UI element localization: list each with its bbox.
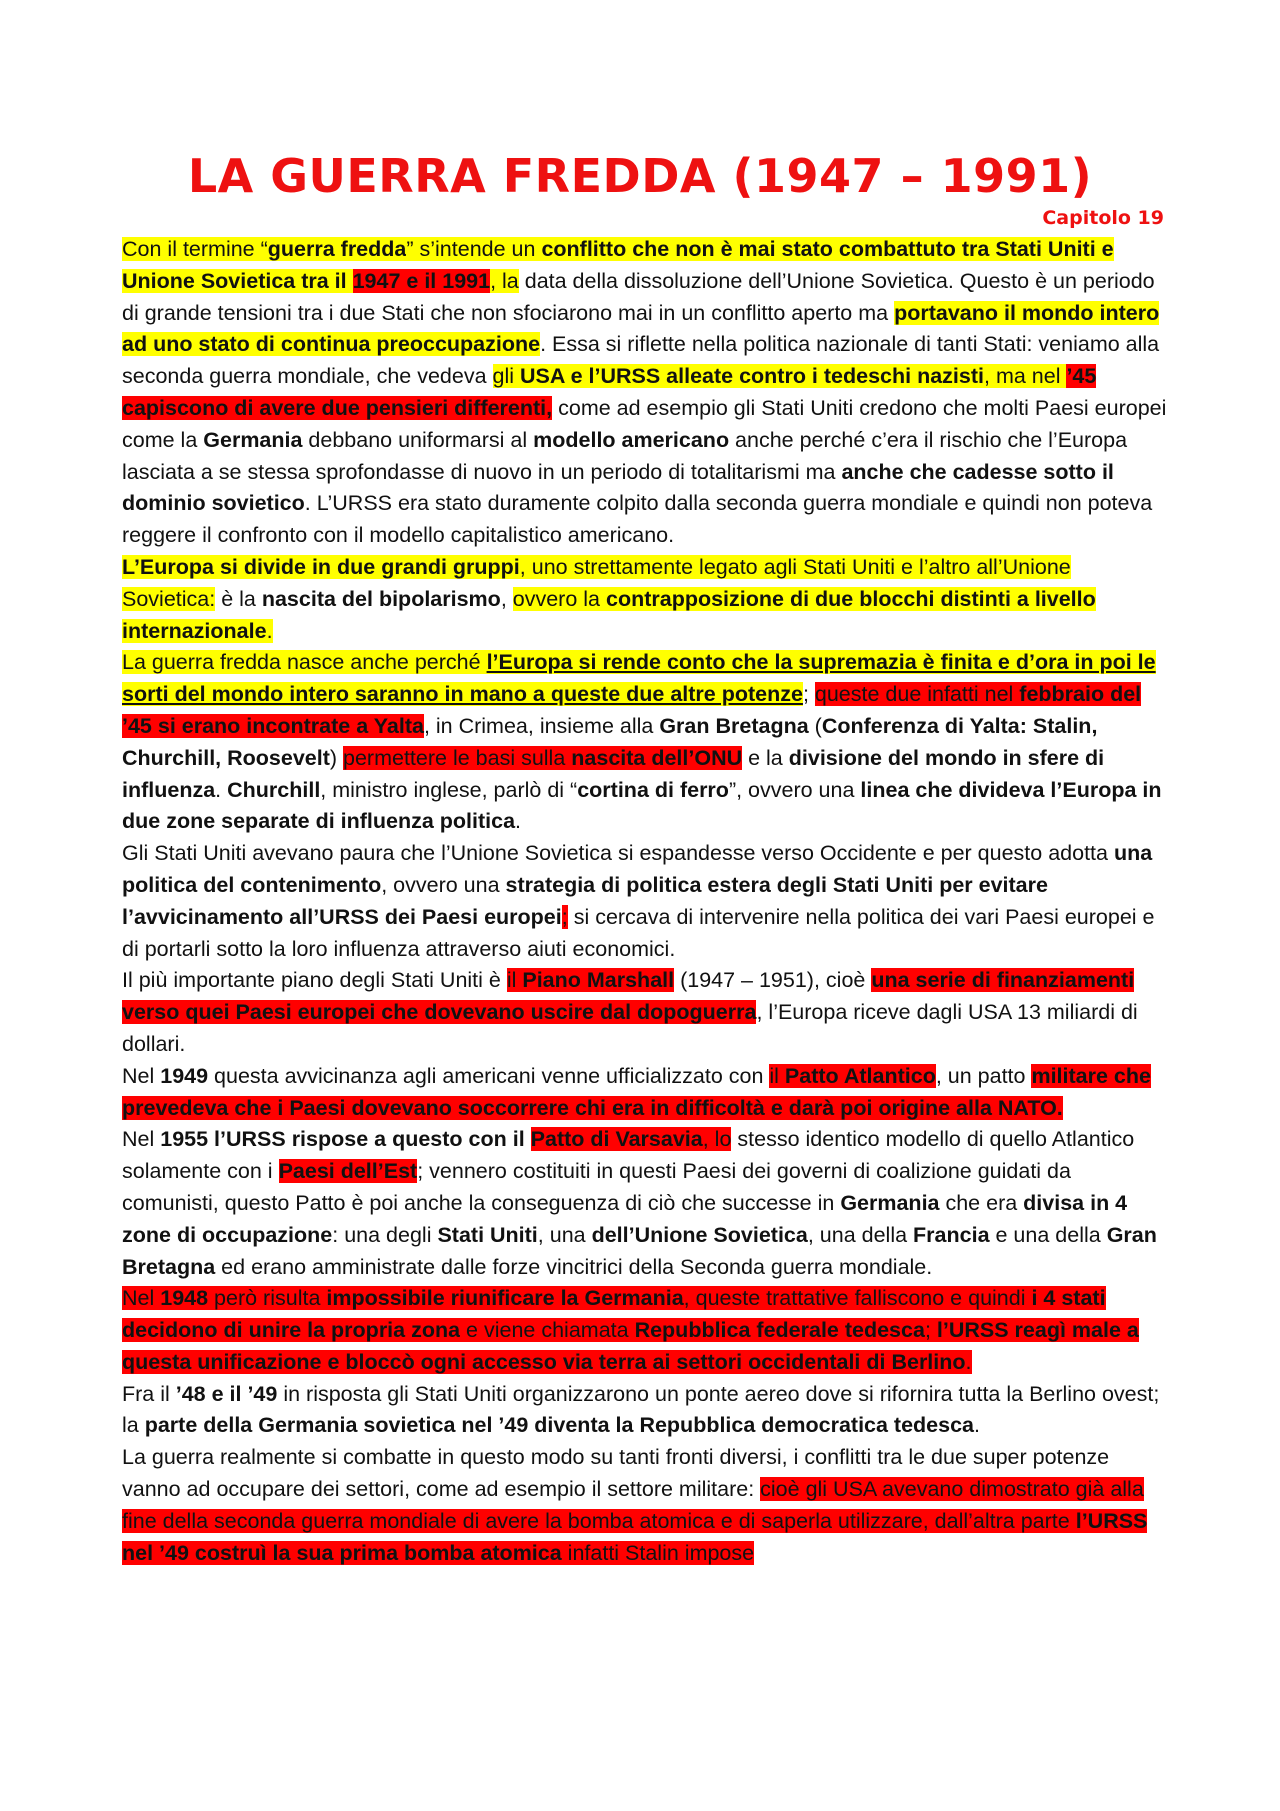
document-body (122, 234, 1167, 1569)
text-run: come ad esempio gli Stati Uniti credono che molti Paesi europei come la (122, 395, 1167, 452)
text-run: una politica del contenimento (122, 841, 1153, 897)
paragraph (122, 1124, 1167, 1283)
text-run: Con il termine “ (122, 237, 268, 261)
text-run: Piano Marshall (522, 968, 675, 993)
text-run: Il più importante piano degli Stati Uniti è (122, 968, 507, 993)
paragraph (122, 1379, 1167, 1443)
text-run: Germania (203, 427, 303, 452)
text-run: modello americano (533, 427, 730, 452)
text-run: però risulta (208, 1286, 327, 1311)
text-run: , un patto (935, 1063, 1032, 1088)
text-run: . Essa si riflette nella politica nazionale di tanti Stati: veniamo alla seconda guerra mondiale, che vedeva (122, 332, 1160, 389)
paragraph (122, 965, 1167, 1060)
text-run: (1947 – 1951), cioè (674, 968, 872, 993)
text-run: portavano il mondo intero ad uno stato di continua preoccupazione (122, 300, 1160, 357)
text-run: 1948 (160, 1286, 209, 1311)
text-run: La guerra fredda nasce anche perché (122, 650, 487, 675)
chapter-label: Capitolo 19 (1042, 207, 1164, 229)
text-run: , ministro inglese, parlò di “ (320, 777, 578, 802)
text-run: La guerra realmente si combatte in questo modo su tanti fronti diversi, i conflitti tra le due super potenze vanno ad occupare dei settori, come ad esempio il settore militare: (122, 1445, 1110, 1502)
text-run: , queste trattative falliscono e quindi (683, 1286, 1032, 1311)
text-run: ; vennero costituiti in questi Paesi dei governi di coalizione guidati da comunisti, questo Patto è poi anche la conseguenza di ciò che successe in (122, 1159, 1071, 1215)
text-run: militare che prevedeva che i Paesi dovevano soccorrere chi era in difficoltà e darà poi origine alla NATO. (122, 1063, 1151, 1120)
text-run: Nel (122, 1127, 161, 1152)
text-run: . (974, 1413, 980, 1438)
text-run: L’Europa si divide in due grandi gruppi (122, 554, 520, 579)
text-run: stesso identico modello di quello Atlantico solamente con i (122, 1127, 1135, 1184)
text-run: ; (561, 904, 568, 929)
text-run: : una degli (332, 1222, 438, 1247)
text-run: ”, ovvero una (728, 777, 861, 802)
text-run: ed erano amministrate dalle forze vincitrici della Seconda guerra mondiale. (215, 1254, 933, 1279)
text-run: nascita dell’ONU (571, 745, 743, 770)
text-run: Stati Uniti (437, 1222, 538, 1247)
text-run: , la (490, 268, 519, 293)
text-run: . (266, 618, 273, 643)
text-run: queste due infatti nel (814, 682, 1020, 707)
document-title: LA GUERRA FREDDA (1947 – 1991) (187, 149, 1093, 203)
text-run: i 4 stati decidono di unire la propria zona (122, 1286, 1106, 1343)
text-run: il (769, 1063, 785, 1088)
text-run: linea che divideva l’Europa in due zone separate di influenza politica (122, 777, 1162, 834)
text-run: , ma nel (984, 364, 1067, 389)
paragraph (122, 838, 1167, 965)
paragraph (122, 647, 1167, 838)
text-run: 1947 e il 1991 (352, 268, 491, 293)
text-run: Germania (840, 1190, 940, 1215)
text-run: Paesi dell’Est (278, 1159, 418, 1184)
text-run: l’URSS nel ’49 costruì la sua prima bomba atomica (122, 1508, 1148, 1565)
text-run: . (215, 777, 228, 802)
text-run: cortina di ferro (577, 777, 729, 802)
text-run: , in Crimea, insieme alla (423, 713, 660, 738)
text-run: ovvero la (512, 586, 606, 611)
text-run: , (500, 586, 513, 611)
text-run: conflitto che non è mai stato combattuto tra Stati Uniti e Unione Sovietica tra il (122, 237, 1114, 293)
text-run: . L’URSS era stato duramente colpito dalla seconda guerra mondiale e quindi non poteva reggere il confronto con il modello capitalistico americano. (122, 491, 1153, 548)
text-run: si cercava di intervenire nella politica dei vari Paesi europei e di portarli sotto la loro influenza attraverso aiuti economici. (122, 904, 1155, 961)
text-run: è la (215, 586, 262, 611)
text-run: ’45 capiscono di avere due pensieri differenti, (122, 364, 1097, 420)
text-run: , una della (807, 1222, 914, 1247)
text-run: ’48 e il ’49 (175, 1381, 278, 1406)
text-run: . (965, 1349, 972, 1374)
text-run: Nel (122, 1063, 161, 1088)
text-run: permettere le basi sulla (343, 745, 572, 770)
text-run: ; (924, 1318, 937, 1343)
text-run: Conferenza di Yalta: Stalin, Churchill, Roosevelt (122, 713, 1098, 770)
text-run: e viene chiamata (460, 1318, 635, 1343)
paragraph (122, 1283, 1167, 1378)
paragraph (122, 1442, 1167, 1569)
text-run: infatti Stalin impose (561, 1540, 755, 1565)
text-run: e la (742, 745, 789, 770)
paragraph (122, 1061, 1167, 1125)
text-run: Repubblica federale tedesca (634, 1318, 925, 1343)
text-run: , lo (702, 1127, 732, 1152)
text-run: Gli Stati Uniti avevano paura che l’Unione Sovietica si espandesse verso Occidente e per questo adotta (122, 841, 1114, 866)
text-run: Francia (913, 1222, 990, 1247)
text-run: e una della (989, 1222, 1107, 1247)
text-run: , l’Europa riceve dagli USA 13 miliardi di dollari. (122, 1000, 1138, 1056)
text-run: febbraio del ’45 si erano incontrate a Yalta (122, 682, 1142, 738)
text-run: dell’Unione Sovietica (591, 1222, 808, 1247)
text-run: strategia di politica estera degli Stati Uniti per evitare l’avvicinamento all’URSS dei Paesi europei (122, 872, 1048, 929)
text-run: l’Europa si rende conto che la supremazia è finita e d’ora in poi le sorti del mondo intero saranno in mano a queste due altre potenze (122, 650, 1156, 707)
text-run: ( (808, 713, 822, 738)
text-run: gli (492, 364, 521, 389)
text-run: contrapposizione di due blocchi distinti a livello internazionale (122, 586, 1096, 643)
text-run: il (506, 968, 523, 993)
text-run: data della dissoluzione dell’Unione Sovietica. Questo è un periodo di grande tensioni tra i due Stati che non sfociarono mai in un conflitto aperto ma (122, 268, 1155, 325)
text-run: divisa in 4 zone di occupazione (122, 1190, 1128, 1247)
text-run: che era (939, 1190, 1024, 1215)
text-run: una serie di finanziamenti verso quei Paesi europei che dovevano uscire dal dopoguerra (122, 968, 1135, 1025)
text-run: Fra il (122, 1381, 176, 1406)
text-run: l’URSS reagì male a questa unificazione e bloccò ogni accesso via terra ai settori occidentali di Berlino (122, 1318, 1139, 1374)
paragraph (122, 234, 1167, 552)
text-run: ) (329, 745, 344, 770)
text-run: USA e l’URSS alleate contro i tedeschi nazisti (520, 364, 984, 389)
text-run: . (515, 809, 522, 834)
paragraph (122, 552, 1167, 647)
text-run: Churchill (227, 777, 321, 802)
text-run: cioè gli USA avevano dimostrato già alla fine della seconda guerra mondiale di avere la bomba atomica e di saperla utilizzare, dall’altra parte (122, 1477, 1144, 1533)
text-run: 1955 l’URSS rispose a questo con il (160, 1127, 531, 1152)
text-run: , ovvero una (381, 872, 506, 897)
text-run: debbano uniformarsi al (302, 427, 534, 452)
text-run: anche che cadesse sotto il dominio sovietico (122, 459, 1114, 516)
text-run: Patto di Varsavia (530, 1127, 703, 1152)
text-run: impossibile riunificare la Germania (326, 1286, 684, 1311)
text-run: nascita del bipolarismo (261, 586, 501, 611)
text-run: , una (537, 1222, 592, 1247)
text-run: Patto Atlantico (784, 1063, 936, 1088)
text-run: Gran Bretagna (122, 1222, 1157, 1279)
text-run: Gran Bretagna (659, 713, 809, 738)
text-run: ; (802, 682, 815, 707)
text-run: parte della Germania sovietica nel ’49 diventa la Repubblica democratica tedesca (144, 1413, 975, 1438)
text-run: ” s’intende un (406, 237, 542, 261)
text-run: questa avvicinanza agli americani venne ufficializzato con (208, 1063, 770, 1088)
text-run: , uno strettamente legato agli Stati Uniti e l’altro all’Unione Sovietica: (122, 554, 1071, 611)
text-run: 1949 (160, 1063, 209, 1088)
text-run: divisione del mondo in sfere di influenza (122, 745, 1105, 802)
text-run: guerra fredda (267, 237, 407, 261)
text-run: in risposta gli Stati Uniti organizzarono un ponte aereo dove si rifornira tutta la Berlino ovest; la (122, 1381, 1160, 1438)
text-run: Nel (122, 1286, 161, 1311)
text-run: anche perché c’era il rischio che l’Europa lasciata a se stessa sprofondasse di nuovo in un periodo di totalitarismi ma (122, 427, 1128, 484)
